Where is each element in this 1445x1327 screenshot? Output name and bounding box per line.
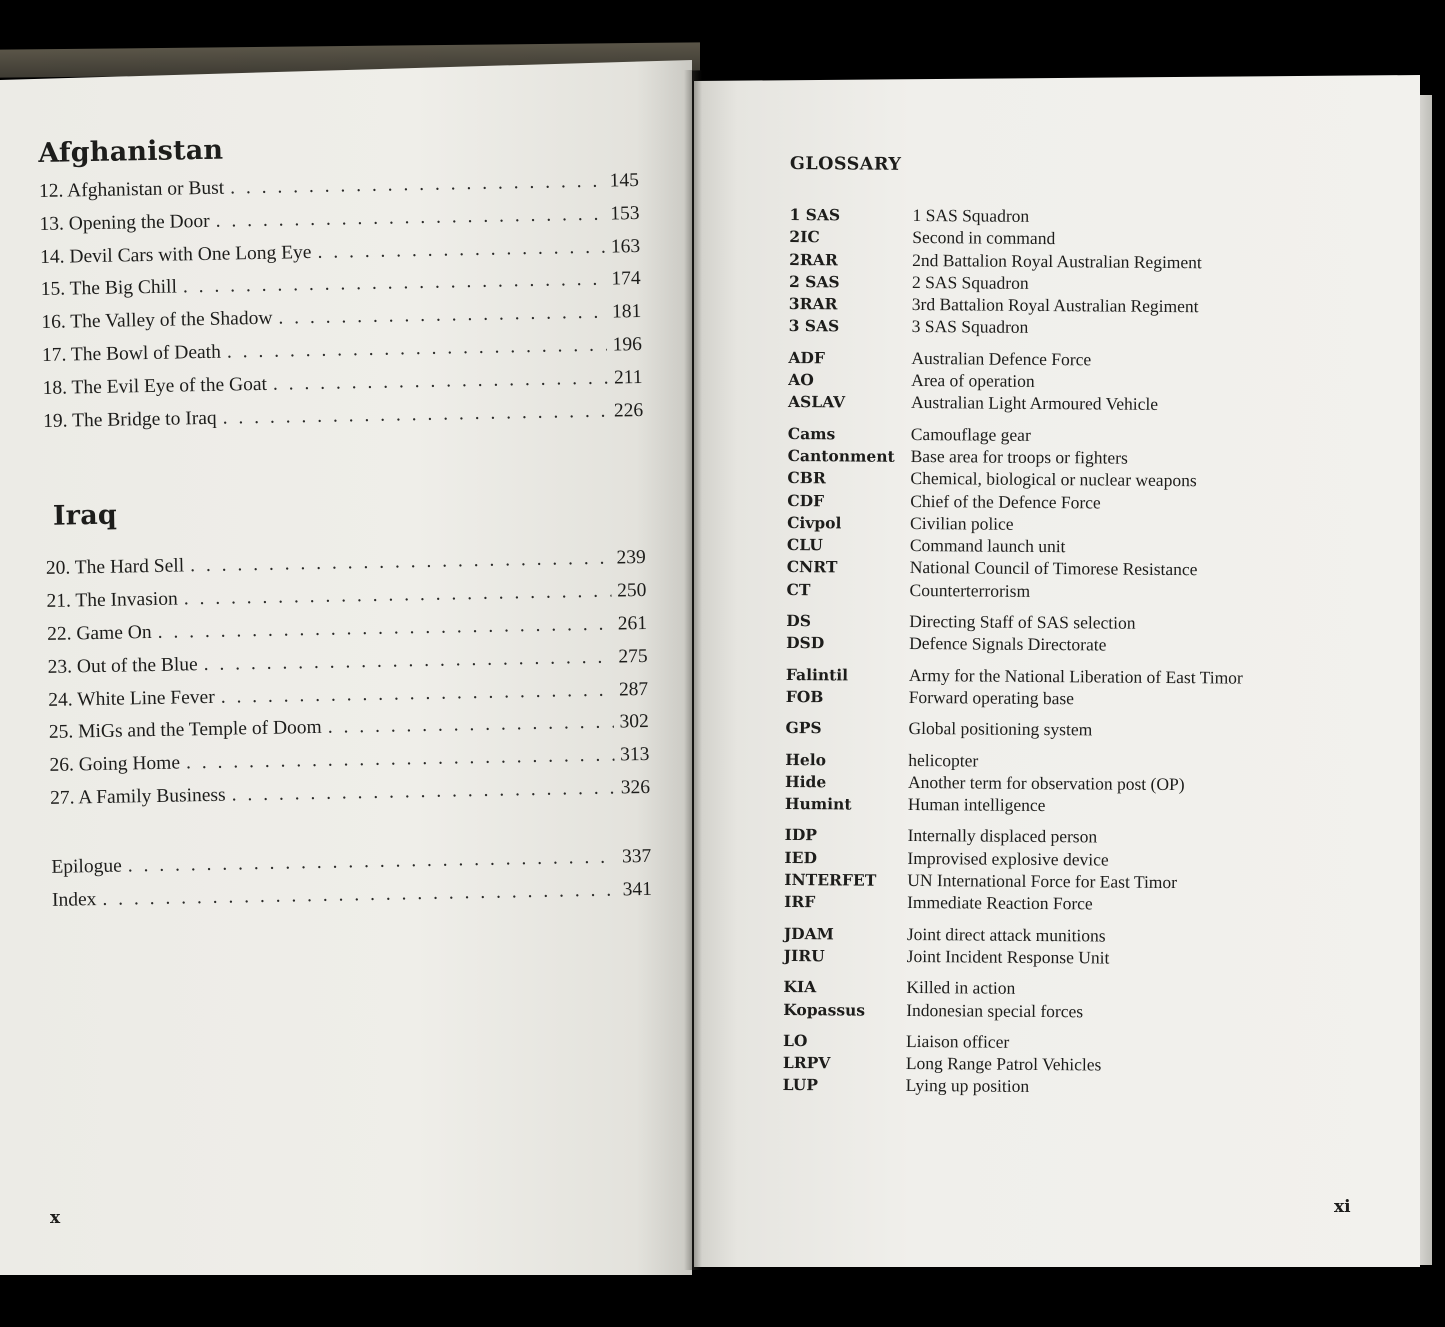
glossary-term: 2 SAS — [788, 271, 840, 292]
glossary-definition: Long Range Patrol Vehicles — [905, 1053, 1102, 1075]
glossary-definition: Forward operating base — [908, 686, 1075, 709]
toc-entry-page: 250 — [616, 580, 647, 602]
toc-leader-dots — [230, 171, 604, 200]
glossary-term: KIA — [783, 977, 817, 997]
toc-entry-title: 26. Going Home — [49, 752, 181, 777]
glossary-term: IED — [784, 847, 818, 867]
glossary-term: Helo — [785, 749, 827, 769]
glossary-term: CT — [786, 579, 811, 599]
toc-entry-title: Index — [51, 888, 97, 911]
glossary-entry — [786, 579, 1306, 605]
glossary-group — [784, 923, 1304, 972]
page-stack-edge — [1418, 95, 1432, 1265]
glossary-term: IRF — [784, 892, 816, 912]
toc-entry-title: 14. Devil Cars with One Long Eye — [39, 241, 312, 268]
glossary-title: GLOSSARY — [789, 154, 902, 175]
glossary-entry — [784, 945, 1304, 971]
glossary-definition: Army for the National Liberation of East Timor — [908, 664, 1243, 688]
glossary-definition: 3 SAS Squadron — [911, 316, 1029, 338]
toc-entry-title: 27. A Family Business — [49, 784, 226, 809]
glossary-term: Cantonment — [787, 445, 895, 466]
glossary-entry — [783, 1074, 1303, 1100]
toc-entry-page: 181 — [611, 301, 642, 323]
glossary-definition: Internally displaced person — [907, 825, 1098, 847]
glossary-definition: Improvised explosive device — [907, 847, 1109, 870]
toc-entry-page: 275 — [618, 645, 648, 668]
glossary-term: Kopassus — [783, 999, 866, 1020]
glossary-term: Humint — [784, 794, 852, 814]
glossary-entry — [783, 998, 1303, 1024]
glossary-definition: Civilian police — [910, 512, 1014, 534]
toc-leader-dots — [317, 236, 605, 263]
toc-entry-page: 302 — [619, 711, 649, 733]
glossary-term: INTERFET — [784, 869, 877, 890]
glossary-entry — [785, 793, 1305, 819]
glossary-term: 1 SAS — [789, 204, 841, 225]
glossary-term: 3RAR — [788, 294, 838, 314]
glossary-group — [783, 1030, 1304, 1101]
toc-entry-title: 18. The Evil Eye of the Goat — [42, 373, 268, 399]
glossary-entry — [789, 315, 1309, 341]
glossary-definition: Australian Defence Force — [911, 347, 1092, 370]
glossary-group — [789, 204, 1310, 342]
glossary-definition: Second in command — [912, 227, 1056, 249]
toc-entry-title: Epilogue — [51, 855, 122, 878]
glossary-group — [785, 749, 1306, 820]
glossary-term: Cams — [787, 423, 836, 444]
glossary-term: CLU — [786, 535, 823, 555]
glossary-term: ADF — [788, 347, 825, 368]
glossary-definition: National Council of Timorese Resistance — [909, 557, 1198, 580]
book-gutter — [684, 70, 702, 1270]
toc-entry-page: 337 — [621, 845, 652, 868]
toc-entry-title: 15. The Big Chill — [40, 276, 178, 301]
glossary-definition: helicopter — [908, 749, 979, 771]
glossary-term: 2RAR — [789, 249, 838, 269]
glossary-definition: Human intelligence — [907, 794, 1046, 816]
toc-entry-page: 226 — [613, 399, 644, 422]
glossary-term: ASLAV — [787, 392, 846, 412]
afghanistan-section — [38, 127, 643, 443]
glossary-definition: Base area for troops or fighters — [910, 445, 1128, 468]
glossary-term: DS — [786, 611, 812, 631]
glossary-definition: Command launch unit — [909, 535, 1066, 557]
glossary-term: LO — [782, 1030, 808, 1050]
glossary-term: CBR — [787, 468, 826, 488]
glossary-definition: Immediate Reaction Force — [907, 892, 1093, 914]
toc-entry-page: 341 — [622, 878, 653, 900]
toc-entry-page: 326 — [620, 776, 651, 799]
table-of-contents — [38, 127, 652, 922]
glossary-group — [786, 664, 1306, 713]
glossary-definition: Camouflage gear — [910, 423, 1031, 445]
toc-entry-page: 261 — [617, 612, 648, 635]
glossary-term: CDF — [787, 490, 825, 510]
toc-leader-dots — [278, 302, 606, 330]
iraq-section — [45, 490, 651, 820]
toc-entry-page: 287 — [618, 678, 649, 701]
glossary-term: 3 SAS — [788, 316, 840, 336]
glossary-definition: Defence Signals Directorate — [909, 633, 1107, 655]
toc-leader-dots — [273, 367, 608, 395]
toc-entry-title: 23. Out of the Blue — [47, 653, 198, 678]
glossary-definition: Australian Light Armoured Vehicle — [910, 392, 1159, 415]
toc-list-afghanistan — [39, 170, 644, 443]
toc-entry-title: 17. The Bowl of Death — [41, 341, 222, 366]
glossary-term: AO — [788, 370, 814, 390]
glossary-term: FOB — [785, 686, 824, 707]
glossary-term: JIRU — [783, 945, 825, 966]
glossary-group — [785, 717, 1305, 743]
glossary-term: JDAM — [783, 923, 834, 943]
glossary-term: LRPV — [782, 1053, 831, 1073]
toc-entry-page: 163 — [610, 235, 641, 258]
glossary-term: DSD — [786, 633, 825, 653]
glossary-definition: Counterterrorism — [909, 579, 1031, 601]
glossary-group — [783, 976, 1303, 1025]
glossary-definition: 2nd Battalion Royal Australian Regiment — [912, 249, 1202, 272]
glossary-group — [786, 610, 1306, 659]
glossary-definition: Liaison officer — [905, 1030, 1010, 1052]
page-number-right: xi — [1334, 1197, 1351, 1217]
toc-leader-dots — [128, 846, 617, 877]
toc-entry-title: 25. MiGs and the Temple of Doom — [48, 717, 322, 744]
toc-list-iraq — [46, 547, 651, 820]
page-number-left: x — [50, 1208, 61, 1228]
toc-entry-title: 19. The Bridge to Iraq — [42, 407, 217, 432]
glossary-term: 2IC — [789, 227, 820, 247]
glossary — [783, 154, 1310, 1110]
glossary-definition: Killed in action — [906, 977, 1016, 998]
glossary-term: LUP — [782, 1075, 818, 1095]
glossary-term: Falintil — [785, 664, 849, 685]
toc-entry-title: 21. The Invasion — [46, 588, 178, 613]
glossary-definition: 2 SAS Squadron — [911, 271, 1029, 293]
glossary-group — [788, 347, 1309, 418]
glossary-term: Civpol — [787, 512, 842, 533]
toc-entry-page: 145 — [609, 169, 640, 192]
glossary-entry — [788, 391, 1308, 417]
glossary-definition: 3rd Battalion Royal Australian Regiment — [911, 294, 1199, 317]
toc-entry-title: 22. Game On — [46, 621, 152, 645]
toc-leader-dots — [190, 548, 611, 578]
glossary-definition: Lying up position — [905, 1075, 1030, 1097]
toc-entry-page: 211 — [613, 366, 643, 389]
section-heading-afghanistan: Afghanistan — [38, 134, 224, 169]
glossary-term: CNRT — [786, 557, 838, 577]
glossary-definition: UN International Force for East Timor — [907, 869, 1178, 893]
toc-entry-page: 313 — [619, 744, 650, 766]
glossary-term: GPS — [785, 718, 822, 738]
glossary-definition: Indonesian special forces — [906, 999, 1084, 1021]
toc-leader-dots — [328, 712, 614, 739]
toc-entry-page: 153 — [610, 202, 640, 225]
toc-entry-page: 174 — [611, 268, 641, 290]
glossary-entry — [786, 686, 1306, 712]
glossary-list — [783, 204, 1310, 1101]
glossary-definition: 1 SAS Squadron — [912, 204, 1030, 226]
glossary-group — [786, 423, 1307, 605]
glossary-definition: Another term for observation post (OP) — [907, 771, 1185, 794]
toc-entry-title: 24. White Line Fever — [48, 686, 215, 711]
toc-entry-page: 196 — [612, 333, 643, 356]
glossary-term: Hide — [784, 771, 827, 792]
glossary-definition: Chief of the Defence Force — [910, 490, 1101, 513]
glossary-group — [784, 824, 1305, 917]
toc-entry-title: 16. The Valley of the Shadow — [41, 307, 273, 334]
glossary-definition: Chemical, biological or nuclear weapons — [910, 468, 1197, 491]
glossary-definition: Directing Staff of SAS selection — [909, 610, 1136, 633]
toc-entry-title: 20. The Hard Sell — [45, 555, 185, 580]
glossary-definition: Joint Incident Response Unit — [906, 945, 1110, 968]
toc-list-back-matter — [51, 846, 652, 923]
glossary-definition: Area of operation — [911, 370, 1035, 392]
glossary-term: IDP — [784, 825, 818, 845]
glossary-entry — [784, 891, 1304, 917]
toc-entry-title: 13. Opening the Door — [39, 210, 210, 235]
glossary-definition: Joint direct attack munitions — [906, 923, 1106, 946]
back-matter-section — [51, 846, 652, 923]
toc-entry-title: 12. Afghanistan or Bust — [38, 177, 225, 202]
toc-entry-page: 239 — [616, 547, 646, 569]
glossary-entry — [786, 632, 1306, 658]
section-heading-iraq: Iraq — [52, 499, 118, 533]
glossary-entry — [785, 717, 1305, 743]
glossary-definition: Global positioning system — [908, 718, 1093, 740]
